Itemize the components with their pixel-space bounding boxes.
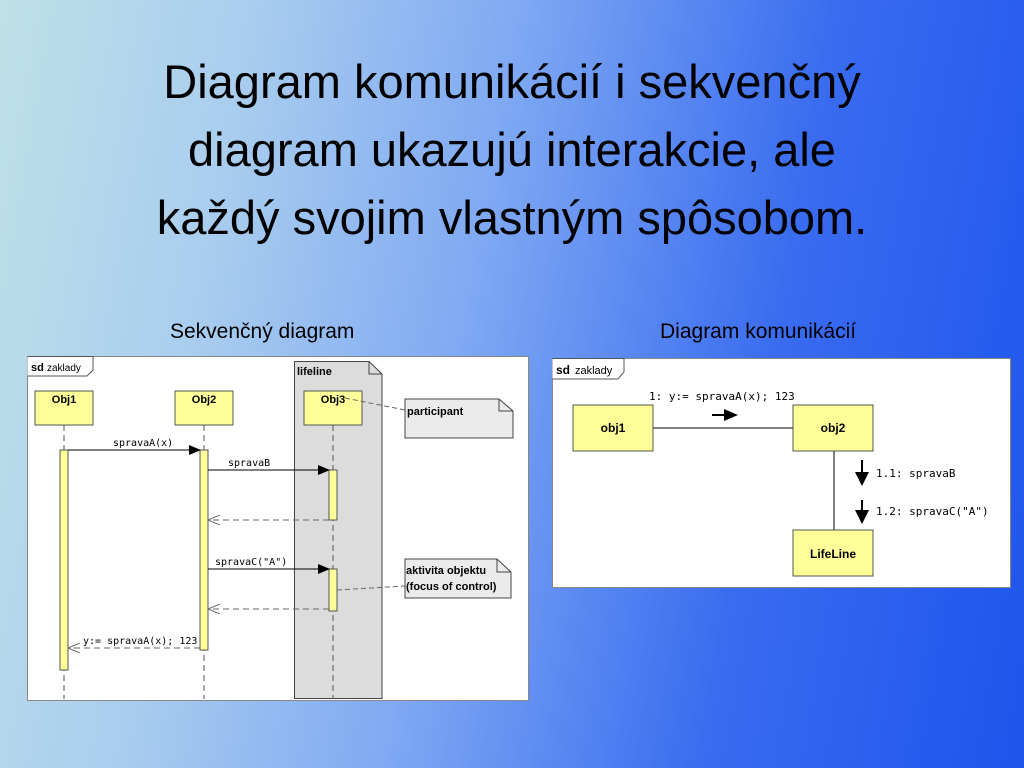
object-obj2-label: Obj2 bbox=[191, 394, 217, 406]
title-line-3: každý svojim vlastným spôsobom. bbox=[156, 191, 868, 244]
slide-title bbox=[40, 48, 984, 252]
title-line-2: diagram ukazujú interakcie, ale bbox=[188, 123, 836, 176]
message-spravaC-label: spravaC("A") bbox=[215, 557, 288, 568]
focus-note-line2: (focus of control) bbox=[406, 581, 497, 593]
activation-obj1 bbox=[60, 450, 68, 670]
message-spravaA-label: spravaA(x) bbox=[113, 438, 174, 449]
comm-message-1: 1: y:= spravaA(x); 123 bbox=[649, 390, 795, 403]
comm-object-lifeline-label: LifeLine bbox=[809, 547, 857, 561]
comm-message-12: 1.2: spravaC("A") bbox=[876, 505, 989, 518]
activation-obj3-a bbox=[329, 470, 337, 520]
lifeline-label: lifeline bbox=[297, 366, 332, 378]
comm-frame-name: zaklady bbox=[575, 365, 613, 377]
object-obj3-label: Obj3 bbox=[320, 394, 346, 406]
participant-note-text: participant bbox=[407, 406, 464, 418]
title-line-1: Diagram komunikácií i sekvenčný bbox=[163, 55, 861, 108]
communication-diagram bbox=[552, 358, 1011, 588]
activation-obj2 bbox=[200, 450, 208, 650]
object-obj1-label: Obj1 bbox=[51, 394, 77, 406]
focus-note-line1: aktivita objektu bbox=[406, 565, 487, 577]
caption-communication-diagram: Diagram komunikácií bbox=[660, 320, 857, 343]
sequence-diagram-panel bbox=[27, 356, 529, 701]
participant-note bbox=[405, 399, 513, 438]
message-spravaB-label: spravaB bbox=[228, 458, 271, 469]
comm-object-obj1-label: obj1 bbox=[600, 421, 626, 435]
communication-diagram-panel bbox=[552, 358, 1011, 588]
return-spravaA-label: y:= spravaA(x); 123 bbox=[83, 636, 198, 647]
frame-keyword: sd bbox=[31, 362, 44, 374]
comm-object-obj2-label: obj2 bbox=[820, 421, 846, 435]
caption-sequence-diagram: Sekvenčný diagram bbox=[170, 320, 355, 343]
activation-obj3-b bbox=[329, 569, 337, 611]
comm-message-11: 1.1: spravaB bbox=[876, 467, 956, 480]
sequence-diagram bbox=[27, 356, 529, 701]
frame-name: zaklady bbox=[47, 363, 81, 374]
comm-frame-keyword: sd bbox=[556, 363, 571, 377]
